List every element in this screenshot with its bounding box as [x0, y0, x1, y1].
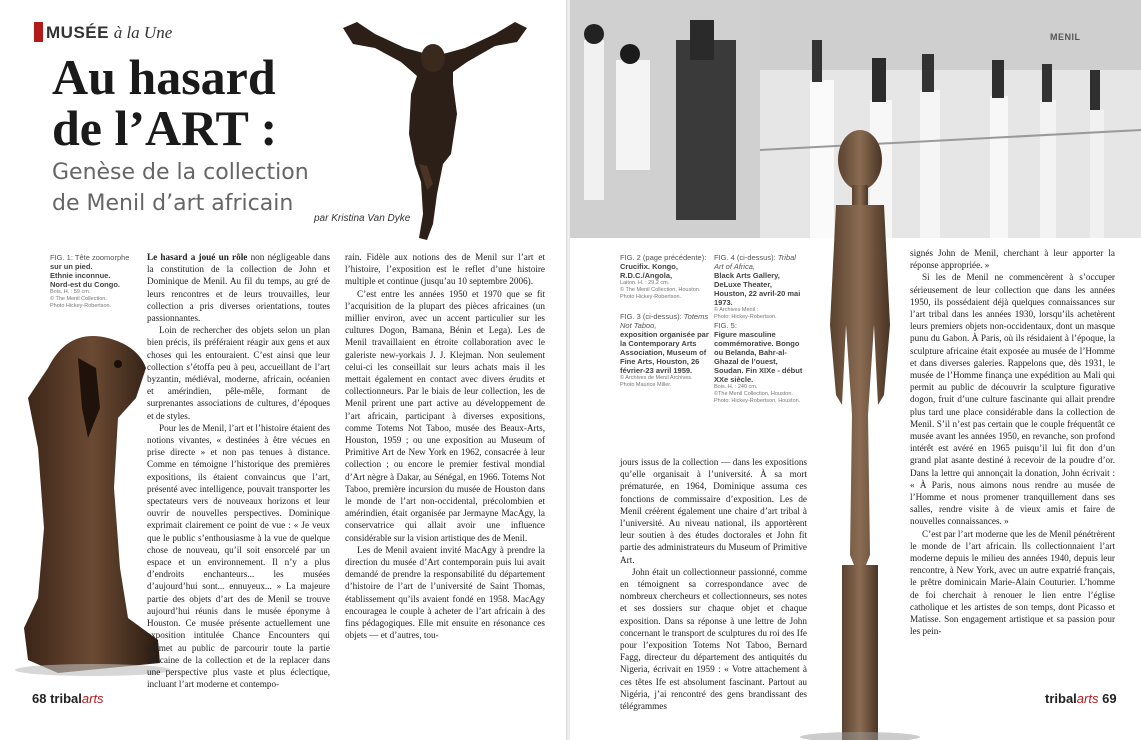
- fig1-caption: [50, 253, 138, 310]
- page-number: 68: [32, 691, 47, 706]
- caption-head-text: FIG. 4 (ci-dessus):: [714, 253, 776, 262]
- subtitle-line: Genèse de la collection: [52, 160, 309, 185]
- paragraph: John était un collectionneur passionné, comme en témoignent sa correspondance avec de nombreux chercheurs et collectionneurs, ses notes et ses dossiers sur chaque objet et chaque exposition. Dans sa réponse à une lettre de John concernant le transport de sculptures du roi des Ife pour l’exposition Totems Not Taboo, Bernard Fagg, directeur du département des antiquités du Nigeria, écrivait en 1959 : « Votre attachement à ces têtes Ife est absolument fascinant. Partout au Nigéria, j’ai rencontré des gens brandissant des télégrammes: [620, 566, 807, 712]
- caption-credit: Photo: Hickey-Robertson, Houston.: [714, 398, 801, 404]
- paragraph: Les de Menil avaient invité MacAgy à prendre la direction du musée d’Art contemporain puis lui avait demandé de prendre la responsabilité du département d’histoire de l’art de l’université de Saint Thomas, établissement qu’ils avaient fondé en 1958. MacAgy encouragea le couple à acheter de l’art africain à des fins pédagogiques. Elle mit ensuite en résonance ces objets — et d’autres, tou-: [345, 544, 545, 641]
- body-column-4: [910, 247, 1115, 667]
- fig3-caption: [620, 312, 710, 389]
- section-kicker: [34, 22, 172, 43]
- caption-credit: Photo Maurice Miller.: [620, 382, 672, 388]
- paragraph: Loin de rechercher des objets selon un plan bien précis, ils préféraient réagir aux gens et aux choses qui les entouraient. C’est ainsi que leur collection s’étoffa peu à peu, accueillant de l’art byzantin, médiéval, moderne, africain, océanien et amérindien, pêle-mêle, formant de surprenantes associations de cultures, d’époques et de styles.: [147, 325, 330, 421]
- caption-credit: © Archives de Menil Archives.: [620, 375, 693, 381]
- right-page: [570, 0, 1141, 740]
- caption-credit: Bois. H. : 240 cm.: [714, 384, 758, 390]
- caption-credit: Laiton. H. : 29,2 cm.: [620, 280, 670, 286]
- paragraph: rain. Fidèle aux notions des de Menil sur l’art et l’histoire, l’exposition est le reflet d’une histoire multiple et continue (jusqu’au 10 septembre 2006).: [345, 252, 545, 287]
- fig1-caption-line: FIG. 1: Tête zoomorphe: [50, 253, 130, 262]
- kicker-accent-bar: [34, 22, 43, 42]
- paragraph: Si les de Menil ne commencèrent à s’occuper sérieusement de leur collection que dans les années 1950, ils possédaient déjà quelques connaissances sur l’art tribal dans les années 1930, lorsqu’ils achetèrent leurs premiers objets non-occidentaux, dont un masque punu du Gabon. À Paris, où ils résidaient à l’époque, la sculpture africaine était exposée au musée de l’Homme et dans diverses galeries. Rappelons que, dès 1931, le musée de l’Homme finança une expédition au Mali qui permit au public de découvrir la sculpture figurative dogon, fruit d’une culture fascinante qui allait prendre plus tard une place considérable dans la collection de Menil. S’il n’est pas certain que le couple fréquentât ce musée avant les années 1950, en revanche, son profond intérêt est avéré en 1965 puisqu’il lui fit don d’un grand plat asante destiné à recevoir de la poudre d’or. Dans la lettre qui annonçait la donation, John écrivait : « À Paris, nous aimons nous rendre au musée de l’Homme et nous promener tranquillement dans ses salles, rendre visite à de vieux amis et faire de nouvelles connaissances. »: [910, 272, 1115, 527]
- caption-credit: ©The Menil Collection, Houston.: [714, 391, 793, 397]
- body-column-2: [345, 251, 545, 669]
- brand-tribal: tribal: [1045, 691, 1077, 706]
- fig1-credit-line: Photo Hickey-Robertson.: [50, 303, 112, 309]
- paragraph-text: non négligeable dans la constitution de la collection de John et Dominique de Menil. Au fil du temps, au gré de leurs rencontres et de leurs trouvailles, leur collection a pris diverses orientations, toutes passionnantes.: [147, 252, 330, 324]
- zoomorphic-head-image: [18, 328, 168, 678]
- header-tag: MENIL: [1050, 32, 1081, 42]
- caption-credit: © Archives Menil :: [714, 307, 759, 313]
- caption-head-italic: Tribal Art of Africa,: [714, 253, 796, 271]
- caption-body: Black Arts Gallery, DeLuxe Theater, Houston, 22 avril-20 mai 1973.: [714, 271, 801, 307]
- caption-head: [620, 312, 710, 330]
- subtitle-line: de Menil d’art africain: [52, 191, 294, 216]
- byline: par Kristina Van Dyke: [314, 213, 411, 224]
- paragraph: signés John de Menil, cherchant à leur apporter la réponse appropriée. »: [910, 248, 1115, 271]
- paragraph: C’est entre les années 1950 et 1970 que se fit l’acquisition de la plupart des pièces africaines (un millier environ, avec un accent particulier sur les cultures Dogon, Bamana, Bénin et Lega). Les de Menil travaillaient en étroite collaboration avec le galeriste new-yorkais J. J. Klejman. Non seulement celui-ci les conseillait sur leurs achats mais il les mettait également en contact avec divers érudits et collectionneurs. Par le biais de leur collection, les de Menil prirent une part active au développement de l’art africain, participant à diverses expositions, comme Totems Not Taboo, musée des Beaux-Arts, Houston, 1959 ; ou une exposition au Museum of Primitive Art de New York en 1962, consacrée à leur collection ; ou encore le premier festival mondial d’Art nègre à Dakar, au Sénégal, en 1966. Totems Not Taboo, première incursion du musée de Houston dans le monde de l’art non-occidental, précolombien et amérindien, était organisée par Jermayne MacAgy, la conservatrice qui allait avoir une influence considérable sur la vision artistique des de Menil.: [345, 288, 545, 543]
- fig1-caption-line: sur un pied.: [50, 262, 93, 271]
- caption-head-italic: Totems Not Taboo,: [620, 312, 709, 330]
- paragraph: C’est par l’art moderne que les de Menil pénétrèrent le monde de l’art africain. Ils collectionnaient l’art moderne depuis le milieu des années 1940, depuis leur rencontre, à New York, avec un autre expatrié français, le prêtre dominicain Marie-Alain Couturier. L’homme de foi cherchait à renouer le lien entre l’église catholique et les artistes de son temps, dont Picasso et Matisse. Son engagement artistique et sa passion pour les pein-: [910, 528, 1115, 637]
- page-number: 69: [1102, 691, 1117, 706]
- caption-credit: Photo Hickey-Robertson.: [620, 294, 682, 300]
- paragraph: jours issus de la collection — dans les expositions qu’elle organisait à l’université. À sa mort prématurée, en 1964, Dominique assuma ces fonctions de commissaire d’exposition. Les de Menil créèrent également une chaire d’art tribal à l’université. Au niveau national, ils apportèrent leur soutien à des études doctorales et John fit partie des administrateurs du Museum of Primitive Art.: [620, 457, 807, 565]
- paragraph: [147, 251, 330, 324]
- fig5-caption: [714, 321, 804, 405]
- article-title: [52, 49, 278, 156]
- caption-head: FIG. 5:: [714, 321, 737, 330]
- caption-head: [714, 253, 804, 271]
- fig2-caption: [620, 253, 710, 301]
- body-column-3: [620, 456, 807, 712]
- brand-arts: arts: [1076, 691, 1099, 706]
- title-line: de l’ART :: [52, 100, 278, 156]
- left-page: [0, 0, 568, 740]
- caption-credit: © The Menil Collection, Houston.: [620, 287, 701, 293]
- caption-credit: Photo: Hickey-Robertson.: [714, 314, 777, 320]
- lead-in: Le hasard a joué un rôle: [147, 252, 248, 262]
- brand-arts: arts: [81, 691, 104, 706]
- article-subtitle: [52, 157, 309, 219]
- paragraph: Pour les de Menil, l’art et l’histoire étaient des notions vivantes, « destinées à être vécues en prise directe » et non pas tenues à distance. Comme en témoigne l’historique des premières expositions, ils étaient convaincus que l’art, présenté avec intelligence, pouvait transporter les spectateurs vers de nouveaux horizons et leur ouvrir de nouvelles perspectives. Dominique exprimait clairement ce point de vue : « Je veux que le public s’enthousiasme à la vue de quelque chose de nouveau, qu’il soit ensorcelé par un espace et un environnement. Il n’y a plus d’endroits enchanteurs... les musées d’aujourd’hui sont... ennuyeux... » La majeure partie des objets d’art des de Menil se trouve aujourd’hui réunis dans le musée éponyme à Houston. Ce musée présente actuellement une exposition intitulée Chance Encounters qui permet au public de parcourir toute la partie africaine de la collection et de la replacer dans une perspective plus vaste et plus éclectique, incluant l’art moderne et contempo-: [147, 422, 330, 690]
- caption-head: FIG. 2 (page précédente):: [620, 253, 707, 262]
- kicker-section: MUSÉE: [46, 23, 109, 42]
- title-line: Au hasard: [52, 49, 276, 105]
- fig1-caption-line: Nord-est du Congo.: [50, 280, 120, 289]
- caption-body: exposition organisée par la Contemporary Arts Association, Museum of Fine Arts, Houston, 26 février-23 avril 1959.: [620, 330, 709, 375]
- fig1-caption-line: Ethnie inconnue.: [50, 271, 111, 280]
- folio-left: [32, 691, 104, 706]
- caption-body: Figure masculine commémorative. Bongo ou Belanda, Bahr-al-Ghazal de l’ouest, Soudan. Fin XIXe - début XXe siècle.: [714, 330, 803, 384]
- folio-right: [1045, 691, 1117, 706]
- brand-tribal: tribal: [50, 691, 82, 706]
- fig1-credit-line: © The Menil Collection.: [50, 296, 107, 302]
- caption-head-text: FIG. 3 (ci-dessus):: [620, 312, 682, 321]
- commemorative-figure-image: [810, 125, 910, 740]
- fig1-credit-line: Bois. H. : 59 cm.: [50, 289, 91, 295]
- caption-body: Crucifix. Kongo, R.D.C./Angola,: [620, 262, 678, 280]
- body-column-1: [147, 251, 330, 690]
- crucifix-figure-image: [335, 14, 535, 246]
- fig4-caption: [714, 253, 804, 321]
- kicker-tag: à la Une: [113, 23, 173, 42]
